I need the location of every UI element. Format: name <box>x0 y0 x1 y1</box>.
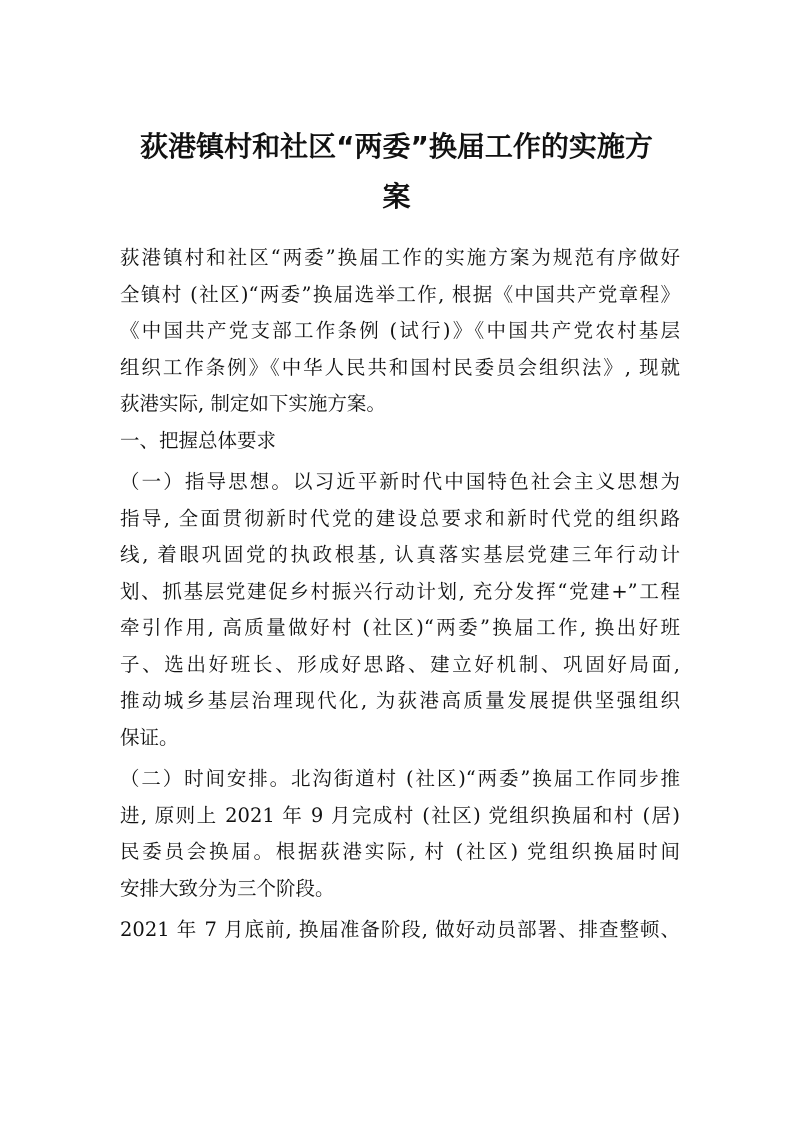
section-heading <box>120 423 680 460</box>
title-line: 荻港镇村和社区“两委”换届工作的实施方 <box>140 130 653 163</box>
paragraph-line: 荻港镇村和社区“两委”换届工作的实施方案为规范有序做好 <box>120 246 680 269</box>
paragraph-line: （二）时间安排。北沟街道村 (社区)“两委”换届工作同步推 <box>120 767 680 790</box>
guiding-ideology-paragraph <box>120 464 680 756</box>
document-title <box>110 122 683 222</box>
paragraph-line: 保证。 <box>120 725 179 749</box>
paragraph-line: （一）指导思想。以习近平新时代中国特色社会主义思想为 <box>120 470 680 493</box>
paragraph-line: 指导, 全面贯彻新时代党的建设总要求和新时代党的组织路 <box>120 506 680 530</box>
paragraph-line: 线, 着眼巩固党的执政根基, 认真落实基层党建三年行动计 <box>120 543 680 566</box>
phase-paragraph <box>120 912 680 949</box>
schedule-paragraph <box>120 761 680 907</box>
intro-paragraph <box>120 240 680 423</box>
paragraph-line: 组织工作条例》《中华人民共和国村民委员会组织法》, 现就 <box>120 355 680 379</box>
title-line: 案 <box>382 180 411 213</box>
paragraph-line: 荻港实际, 制定如下实施方案。 <box>120 392 386 415</box>
heading-line: 一、把握总体要求 <box>120 428 277 452</box>
paragraph-line: 全镇村 (社区)“两委”换届选举工作, 根据《中国共产党章程》 <box>120 282 680 306</box>
paragraph-line: 民委员会换届。根据荻港实际, 村 (社区) 党组织换届时间 <box>120 840 680 863</box>
paragraph-line: 划、抓基层党建促乡村振兴行动计划, 充分发挥“党建+”工程 <box>120 579 680 603</box>
paragraph-line: 牵引作用, 高质量做好村 (社区)“两委”换届工作, 换出好班 <box>120 616 680 639</box>
paragraph-line: 进, 原则上 2021 年 9 月完成村 (社区) 党组织换届和村 (居) <box>120 803 680 827</box>
paragraph-line: 安排大致分为三个阶段。 <box>120 876 335 900</box>
paragraph-line: 推动城乡基层治理现代化, 为荻港高质量发展提供坚强组织 <box>120 689 680 712</box>
paragraph-line: 子、选出好班长、形成好思路、建立好机制、巩固好局面, <box>120 652 680 676</box>
document-body <box>120 240 680 949</box>
paragraph-line: 2021 年 7 月底前, 换届准备阶段, 做好动员部署、排查整顿、 <box>120 918 680 941</box>
paragraph-line: 《中国共产党支部工作条例 (试行)》《中国共产党农村基层 <box>120 319 680 342</box>
